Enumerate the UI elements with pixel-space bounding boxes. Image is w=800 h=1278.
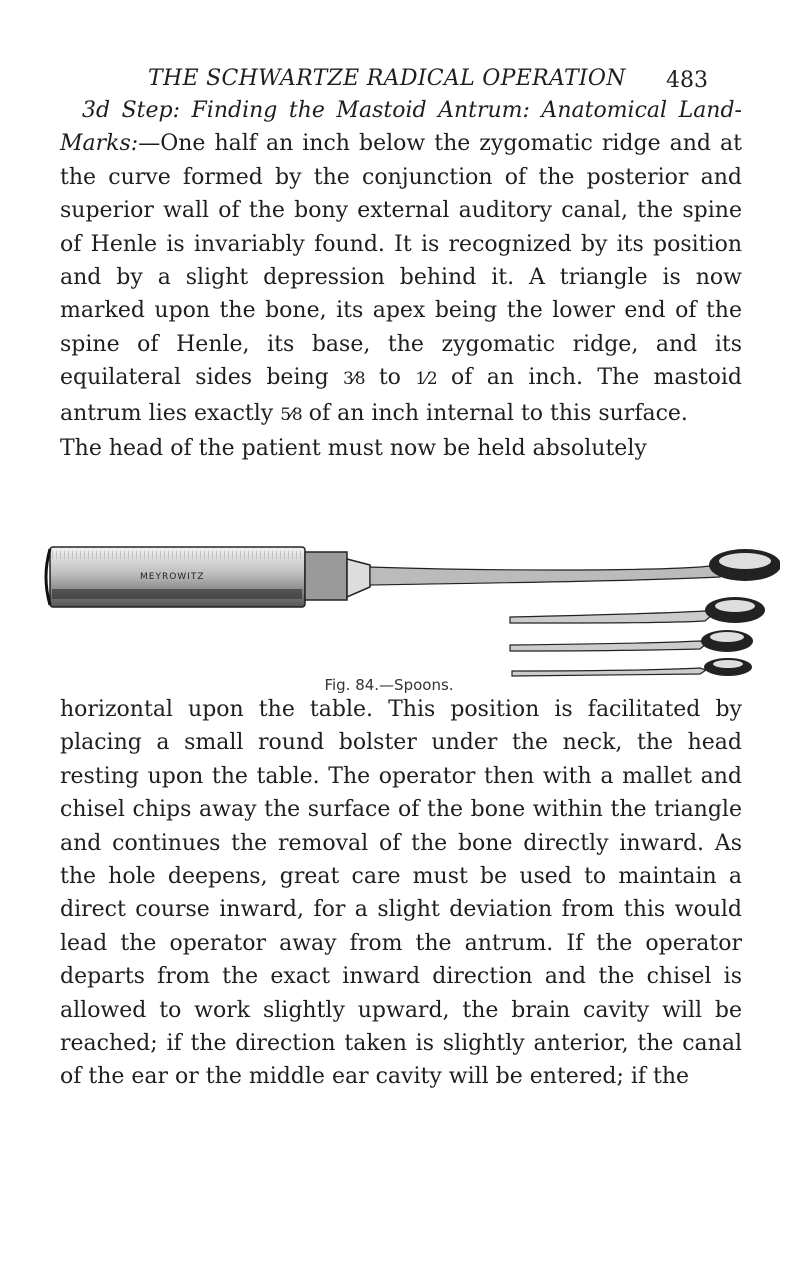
step-heading: 3d Step: Finding the Mastoid Antrum: Anatomical Land-Marks: xyxy=(60,98,742,157)
running-title: THE SCHWARTZE RADICAL OPERATION xyxy=(148,66,626,91)
spoon-large xyxy=(510,597,765,623)
paragraph-text: of an inch. The mastoid antrum lies exactly xyxy=(60,365,742,426)
spoons-illustration xyxy=(40,537,780,677)
paragraph-continuation: horizontal upon the table. This position is facilitated by placing a small round bolster under the neck, the head resting upon the table. The operator then with a mallet and chisel chips away the surface of the bone within the triangle and continues the removal of the bone directly inward. As the hole deepens, great care must be used to maintain a direct course inward, for a slight deviation from this would lead the operator away from the antrum. If the operator departs from the exact inward direction and the chisel is allowed to work slightly upward, the brain cavity will be reached; if the direction taken is slightly anterior, the canal of the ear or the middle ear cavity will be entered; if the xyxy=(60,697,742,1090)
handle-inscription: MEYROWITZ xyxy=(140,572,205,582)
fraction-five-eighths: 5⁄8 xyxy=(280,404,302,425)
spoon-medium xyxy=(510,630,753,652)
paragraph-text: of an inch internal to this surface. xyxy=(301,400,688,426)
fraction-one-half: 1⁄2 xyxy=(415,369,437,390)
figure-caption-text: Fig. 84.—Spoons. xyxy=(324,676,454,694)
page-number: 483 xyxy=(666,68,708,93)
paragraph-continuation-line: The head of the patient must now be held absolutely xyxy=(60,436,647,462)
figure-caption xyxy=(40,676,780,694)
paragraph-step-three xyxy=(60,94,742,465)
paragraph-text: —One half an inch below the zygomatic ridge and at the curve formed by the conjunction of the posterior and superior wall of the bony external auditory canal, the spine of Henle is invariably found. It is recognized by its position and by a slight depression behind it. A triangle is now marked upon the bone, its apex being the lower end of the spine of Henle, its base, the zygomatic ridge, and its equilateral sides being xyxy=(60,131,742,391)
paragraph-text: to xyxy=(364,365,416,391)
fraction-three-eighths: 3⁄8 xyxy=(343,369,365,390)
page-header xyxy=(148,66,708,96)
spoon-with-handle xyxy=(46,547,780,607)
spoon-small xyxy=(512,658,752,676)
